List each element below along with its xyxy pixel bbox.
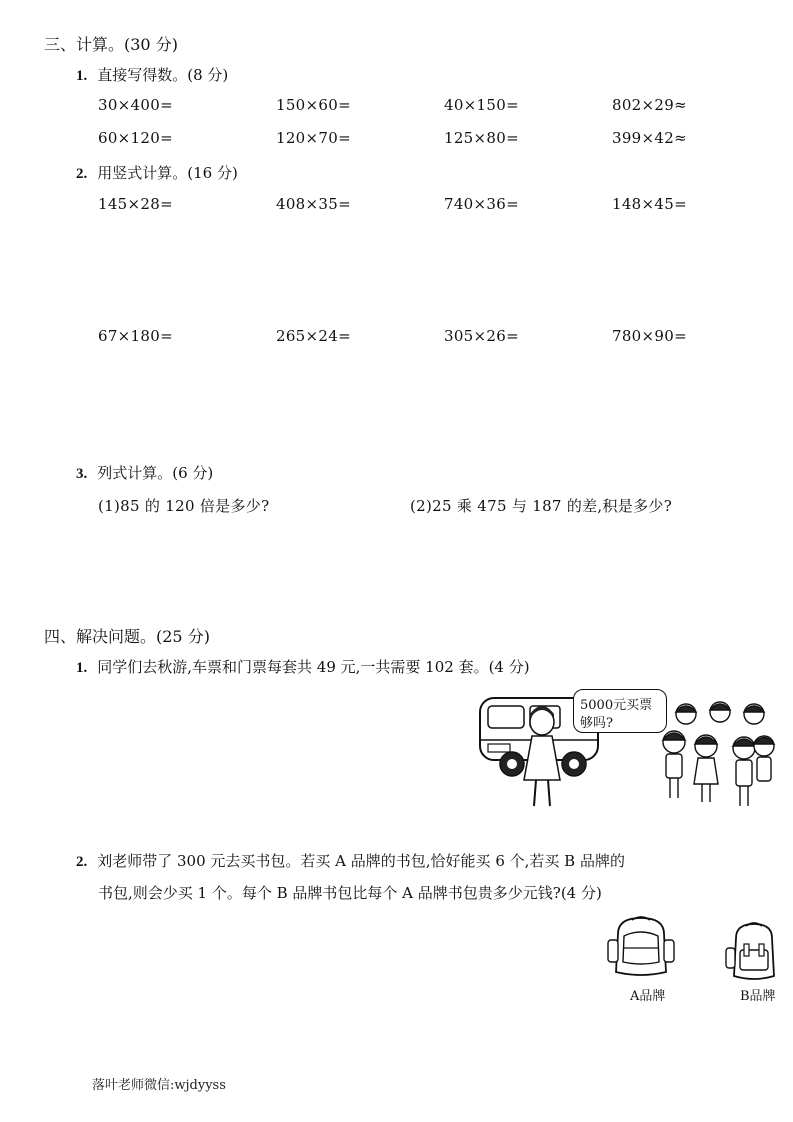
backpack-a-icon [604, 914, 678, 978]
section-4-title: 四、解决问题。(25 分) [44, 627, 210, 646]
section-3-title: 三、计算。(30 分) [44, 35, 178, 54]
q4-1-heading [76, 656, 530, 677]
vertical-calc-3: 740×36= [444, 195, 519, 213]
q3-2-heading [76, 162, 238, 183]
vertical-calc-4: 148×45= [612, 195, 687, 213]
oral-calc-7: 125×80= [444, 129, 519, 147]
vertical-calc-5: 67×180= [98, 327, 173, 345]
footer-note: 落叶老师微信:wjdyyss [92, 1078, 226, 1093]
q3-2-title: 用竖式计算。(16 分) [97, 164, 238, 182]
vertical-calc-7: 305×26= [444, 327, 519, 345]
vertical-calc-2: 408×35= [276, 195, 351, 213]
oral-calc-8: 399×42≈ [612, 129, 687, 147]
q3-3-title: 列式计算。(6 分) [97, 464, 214, 482]
q3-1-title: 直接写得数。(8 分) [97, 66, 229, 84]
backpack-b-icon [724, 920, 784, 982]
q4-2-text-line-1: 刘老师带了 300 元去买书包。若买 A 品牌的书包,恰好能买 6 个,若买 B 品牌的 [97, 852, 625, 870]
q4-1-text: 同学们去秋游,车票和门票每套共 49 元,一共需要 102 套。(4 分) [97, 658, 530, 676]
speech-bubble-line-2: 够吗? [580, 716, 613, 731]
oral-calc-1: 30×400= [98, 96, 173, 114]
speech-bubble [573, 689, 667, 733]
oral-calc-3: 40×150= [444, 96, 519, 114]
oral-calc-6: 120×70= [276, 129, 351, 147]
vertical-calc-8: 780×90= [612, 327, 687, 345]
q4-1-number: 1. [76, 660, 88, 676]
q3-3-number: 3. [76, 466, 88, 482]
q4-2-line-1 [76, 850, 625, 871]
vertical-calc-6: 265×24= [276, 327, 351, 345]
oral-calc-5: 60×120= [98, 129, 173, 147]
brand-b-label: B品牌 [740, 989, 776, 1004]
vertical-calc-1: 145×28= [98, 195, 173, 213]
q3-2-number: 2. [76, 166, 88, 182]
oral-calc-4: 802×29≈ [612, 96, 687, 114]
speech-bubble-line-1: 5000元买票 [580, 698, 653, 713]
q3-3-heading [76, 462, 213, 483]
q3-1-heading [76, 64, 228, 85]
q4-2-text-line-2: 书包,则会少买 1 个。每个 B 品牌书包比每个 A 品牌书包贵多少元钱?(4 分) [98, 884, 602, 902]
brand-a-label: A品牌 [630, 989, 666, 1004]
q3-1-number: 1. [76, 68, 88, 84]
q3-3-part-b: (2)25 乘 475 与 187 的差,积是多少? [410, 497, 673, 515]
q4-2-number: 2. [76, 854, 88, 870]
oral-calc-2: 150×60= [276, 96, 351, 114]
q3-3-part-a: (1)85 的 120 倍是多少? [98, 497, 270, 515]
